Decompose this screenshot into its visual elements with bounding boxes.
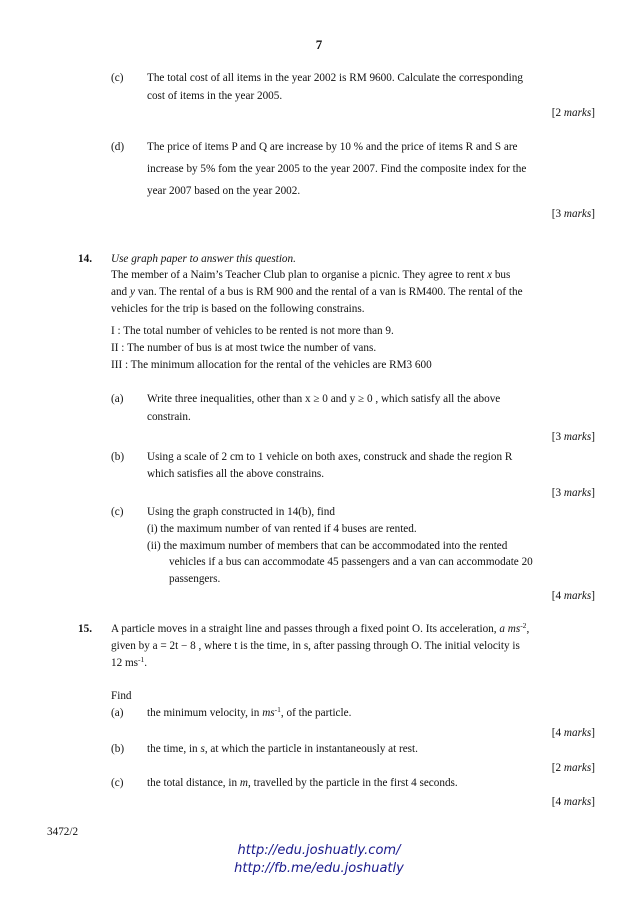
q13c-line1: The total cost of all items in the year 2002 is RM 9600. Calculate the corresponding [147,72,523,84]
q14b-line2: which satisfies all the above constrains. [147,468,325,480]
q14c-line1: Using the graph constructed in 14(b), find [147,506,335,518]
footer-link-edu[interactable]: http://edu.joshuatly.com/ [237,843,401,858]
q15b-label: (b) [111,743,125,755]
q13c-marks: [2 marks] [551,107,595,119]
q15-line1: A particle moves in a straight line and passes through a fixed point O. Its acceleration, a $ms^{-2}$, [111,621,530,635]
q13d-line2: increase by 5% fom the year 2005 to the year 2007. Find the composite index for the [147,163,527,175]
q14b-marks: [3 marks] [551,487,595,499]
q14-intro-line1: The member of a Naim’s Teacher Club plan to organise a picnic. They agree to rent x bus [111,269,511,281]
q15c-text: the total distance, in m, travelled by the particle in the first 4 seconds. [147,777,458,789]
q15-find: Find [111,690,132,702]
q14-instruction: Use graph paper to answer this question. [111,253,296,265]
q14a-label: (a) [111,393,124,405]
q13c-label: (c) [111,72,124,84]
q14-intro-line3: vehicles for the trip is based on the following constrains. [111,303,365,315]
q15-number: 15. [78,623,92,635]
footer-link-fb[interactable]: http://fb.me/edu.joshuatly [234,861,404,876]
q15b-marks: [2 marks] [551,762,595,774]
q14-constraint-3: III : The minimum allocation for the rental of the vehicles are RM3 600 [111,359,432,371]
q15a-marks: [4 marks] [551,727,595,739]
q13d-line3: year 2007 based on the year 2002. [147,185,301,197]
q14a-line1: Write three inequalities, other than x ≥ 0 and y ≥ 0 , which satisfy all the above [147,393,501,405]
q15c-label: (c) [111,777,124,789]
q14-constraint-2: II : The number of bus is at most twice the number of vans. [111,342,377,354]
q14c-part-ii-line1: (ii) the maximum number of members that can be accommodated into the rented [147,540,508,552]
q14a-line2: constrain. [147,411,191,423]
paper-code: 3472/2 [47,826,79,838]
q15-line2: given by a = 2t − 8 , where t is the time, in s, after passing through O. The initial velocity is [111,640,520,652]
q13d-marks: [3 marks] [551,208,595,220]
q14b-label: (b) [111,451,125,463]
q14c-part-ii-line3: passengers. [169,573,221,585]
q15-line3: 12 $ms^{-1}$. [111,655,148,669]
q13d-line1: The price of items P and Q are increase by 10 % and the price of items R and S are [147,141,518,153]
q14c-label: (c) [111,506,124,518]
q13d-label: (d) [111,141,125,153]
q15a-text: the minimum velocity, in $ms^{-1}$, of the particle. [147,705,352,719]
q14a-marks: [3 marks] [551,431,595,443]
q15c-marks: [4 marks] [551,796,595,808]
q14-number: 14. [78,253,92,265]
q15a-label: (a) [111,707,124,719]
q14-intro-line2: and y van. The rental of a bus is RM 900 and the rental of a van is RM400. The rental of the [111,286,523,298]
q14c-part-i: (i) the maximum number of van rented if 4 buses are rented. [147,523,417,535]
q14b-line1: Using a scale of 2 cm to 1 vehicle on both axes, construck and shade the region R [147,451,513,463]
q14c-marks: [4 marks] [551,590,595,602]
page-number: 7 [315,37,323,52]
q13c-line2: cost of items in the year 2005. [147,90,283,102]
q14-constraint-1: I : The total number of vehicles to be rented is not more than 9. [111,325,394,337]
q14c-part-ii-line2: vehicles if a bus can accommodate 45 passengers and a van can accommodate 20 [169,556,533,568]
q15b-text: the time, in s, at which the particle in instantaneously at rest. [147,743,418,755]
